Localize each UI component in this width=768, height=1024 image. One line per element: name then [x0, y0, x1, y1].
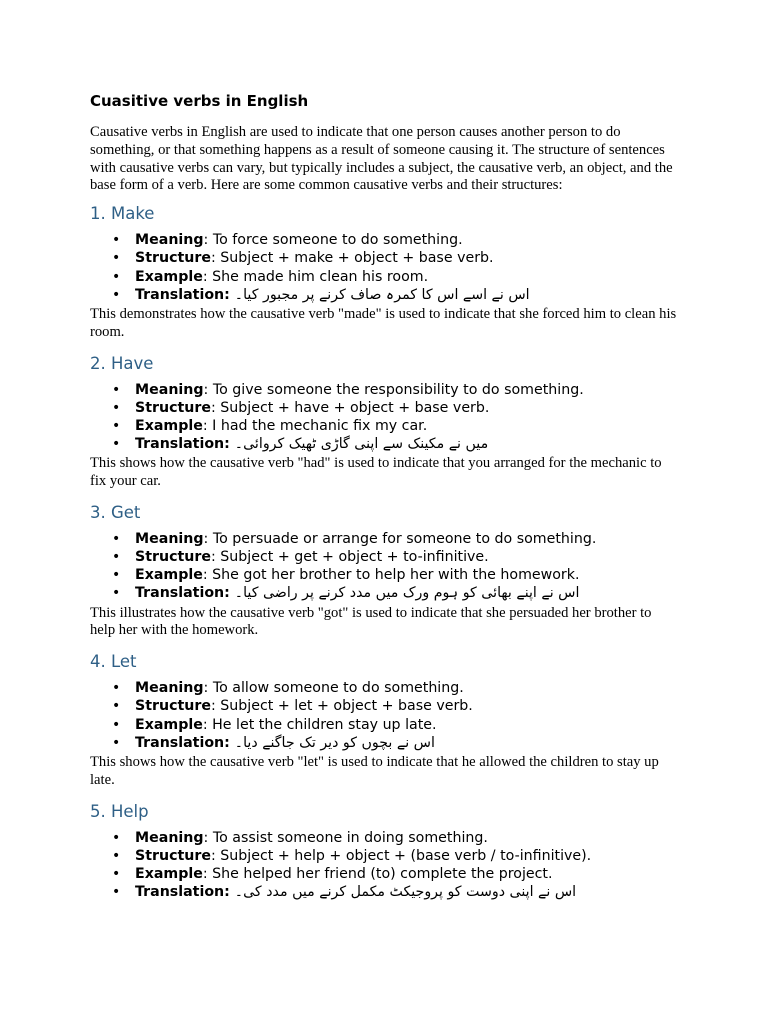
bullet-icon: • [112, 698, 121, 715]
list-item-example [90, 566, 680, 584]
bullet-icon: • [112, 286, 121, 303]
structure-label: Structure [135, 549, 212, 566]
bullet-icon: • [112, 847, 121, 864]
structure-label: Structure [135, 250, 212, 267]
list-item-example [90, 417, 680, 435]
translation-text: اس نے اپنی دوست کو پروجیکٹ مکمل کرنے میں مدد کی۔ [234, 884, 577, 901]
bullet-icon: • [112, 829, 121, 846]
translation-text: اس نے اسے اس کا کمرہ صاف کرنے پر مجبور کیا۔ [234, 286, 530, 303]
list-item-structure [90, 697, 680, 715]
bullet-icon: • [112, 530, 121, 547]
section-heading: 2. Have [90, 353, 154, 373]
structure-label: Structure [135, 698, 212, 715]
list-item-meaning [90, 829, 680, 847]
meaning-label: Meaning [135, 829, 204, 846]
example-text: : He let the children stay up late. [202, 716, 437, 733]
bullet-icon: • [112, 680, 121, 697]
translation-text: میں نے مکینک سے اپنی گاڑی ٹھیک کروائی۔ [234, 436, 489, 453]
example-label: Example [135, 716, 203, 733]
document-title: Cuasitive verbs in English [90, 92, 309, 110]
section-have [90, 342, 680, 491]
explanation-paragraph: This illustrates how the causative verb "got" is used to indicate that she persuaded her brother to help her with the homework. [90, 604, 652, 639]
bullet-icon: • [112, 436, 121, 453]
meaning-label: Meaning [135, 232, 204, 249]
list-item-meaning [90, 679, 680, 697]
translation-text: اس نے اپنے بھائی کو ہوم ورک میں مدد کرنے پر راضی کیا۔ [234, 585, 580, 602]
bullet-icon: • [112, 884, 121, 901]
translation-label: Translation [135, 286, 225, 303]
bullet-icon: • [112, 399, 121, 416]
explanation-paragraph: This shows how the causative verb "had" is used to indicate that you arranged for the mechanic to fix your car. [90, 455, 662, 490]
bullet-icon: • [112, 381, 121, 398]
explanation-paragraph: This shows how the causative verb "let" is used to indicate that he allowed the children to stay up late. [90, 753, 659, 788]
list-item-meaning [90, 381, 680, 399]
meaning-label: Meaning [135, 381, 204, 398]
section-make [90, 195, 680, 341]
bullet-list [90, 530, 680, 603]
section-heading: 3. Get [90, 502, 141, 522]
example-text: : She helped her friend (to) complete the project. [202, 865, 553, 882]
translation-label: Translation [135, 585, 225, 602]
list-item-translation: • Translation: اس نے اپنے بھائی کو ہوم ورک میں مدد کرنے پر راضی کیا۔ [112, 585, 580, 602]
bullet-icon: • [112, 734, 121, 751]
section-heading: 4. Let [90, 652, 137, 672]
list-item-meaning [90, 231, 680, 249]
section-heading: 5. Help [90, 801, 149, 821]
bullet-list [90, 679, 680, 752]
structure-text: : Subject + let + object + base verb. [211, 698, 473, 715]
example-label: Example [135, 268, 203, 285]
bullet-list [90, 829, 680, 902]
structure-text: : Subject + make + object + base verb. [211, 250, 494, 267]
example-text: : I had the mechanic fix my car. [202, 417, 428, 434]
example-label: Example [135, 417, 203, 434]
structure-label: Structure [135, 399, 212, 416]
structure-text: : Subject + have + object + base verb. [211, 399, 490, 416]
structure-text: : Subject + help + object + (base verb / to-infinitive). [211, 847, 592, 864]
meaning-text: : To give someone the responsibility to do something. [203, 381, 584, 398]
bullet-icon: • [112, 232, 121, 249]
translation-text: اس نے بچوں کو دیر تک جاگنے دیا۔ [234, 734, 435, 751]
example-label: Example [135, 865, 203, 882]
section-help [90, 790, 680, 902]
document-page [90, 90, 680, 901]
meaning-text: : To allow someone to do something. [203, 680, 464, 697]
bullet-icon: • [112, 585, 121, 602]
bullet-icon: • [112, 417, 121, 434]
bullet-icon: • [112, 268, 121, 285]
structure-label: Structure [135, 847, 212, 864]
example-label: Example [135, 567, 203, 584]
list-item-structure [90, 548, 680, 566]
structure-text: : Subject + get + object + to-infinitive. [211, 549, 489, 566]
bullet-icon: • [112, 716, 121, 733]
list-item-meaning [90, 530, 680, 548]
bullet-icon: • [112, 250, 121, 267]
section-let [90, 640, 680, 789]
intro-paragraph: Causative verbs in English are used to indicate that one person causes another person to do something, or that something happens as a result of someone causing it. The structure of sentences with causative verbs can vary, but typically includes a subject, the causative verb, an object, and the base form of a verb. Here are some common causative verbs and their structures: [90, 124, 673, 194]
section-get [90, 491, 680, 640]
list-item-example [90, 268, 680, 286]
list-item-translation: • Translation: اس نے بچوں کو دیر تک جاگنے دیا۔ [112, 734, 435, 751]
list-item-structure [90, 249, 680, 267]
section-heading: 1. Make [90, 204, 155, 224]
meaning-label: Meaning [135, 680, 204, 697]
bullet-list [90, 381, 680, 454]
bullet-icon: • [112, 567, 121, 584]
list-item-structure [90, 399, 680, 417]
example-text: : She made him clean his room. [202, 268, 429, 285]
translation-label: Translation [135, 436, 225, 453]
meaning-text: : To assist someone in doing something. [203, 829, 488, 846]
explanation-paragraph: This demonstrates how the causative verb "made" is used to indicate that she forced him to clean his room. [90, 305, 677, 340]
list-item-translation: • Translation: اس نے اسے اس کا کمرہ صاف کرنے پر مجبور کیا۔ [112, 286, 530, 303]
meaning-text: : To force someone to do something. [203, 232, 463, 249]
example-text: : She got her brother to help her with the homework. [202, 567, 580, 584]
bullet-icon: • [112, 865, 121, 882]
bullet-icon: • [112, 549, 121, 566]
translation-label: Translation [135, 884, 225, 901]
translation-label: Translation [135, 734, 225, 751]
meaning-text: : To persuade or arrange for someone to do something. [203, 530, 597, 547]
list-item-example [90, 716, 680, 734]
list-item-translation: • Translation: اس نے اپنی دوست کو پروجیکٹ مکمل کرنے میں مدد کی۔ [112, 884, 577, 901]
list-item-translation: • Translation: میں نے مکینک سے اپنی گاڑی ٹھیک کروائی۔ [112, 436, 489, 453]
bullet-list [90, 231, 680, 304]
meaning-label: Meaning [135, 530, 204, 547]
list-item-example [90, 865, 680, 883]
list-item-structure [90, 847, 680, 865]
